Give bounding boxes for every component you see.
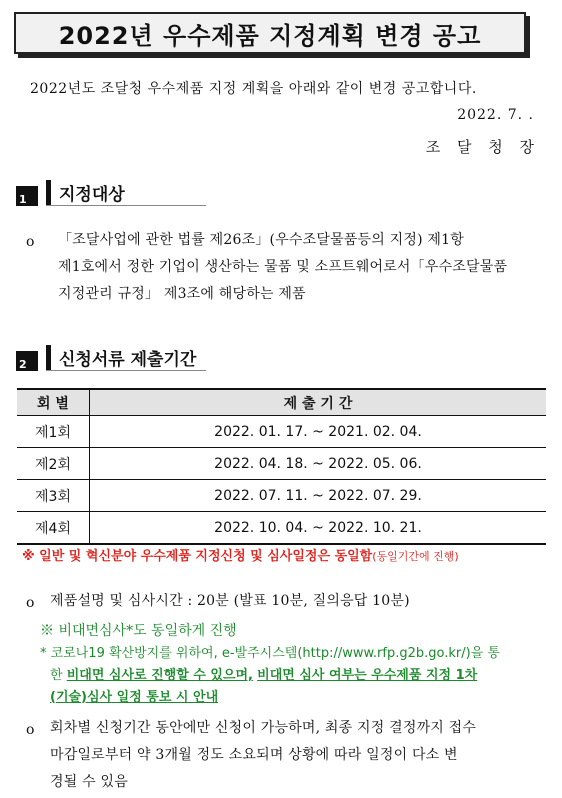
table-row <box>17 480 546 512</box>
column-header-period: 제 출 기 간 <box>90 389 547 416</box>
item-1-text: 제품설명 및 심사시간 : 20분 (발표 10분, 질의응답 10분) <box>50 593 410 609</box>
period-cell: 2022. 01. 17. ~ 2021. 02. 04. <box>90 416 547 448</box>
title-box <box>14 12 526 54</box>
schedule-note-small: (동일기간에 진행) <box>372 550 459 563</box>
section-1-bullet: o <box>26 234 35 250</box>
period-cell: 2022. 10. 04. ~ 2022. 10. 21. <box>90 512 547 545</box>
footnote-line-a: * 코로나19 확산방지를 위하여, e-발주시스템(http://www.rfp.g2b.go.kr/)을 통 <box>40 646 500 661</box>
schedule-table <box>17 388 546 545</box>
column-header-round: 회 별 <box>17 389 90 416</box>
section-1-line-1: 「조달사업에 관한 법률 제26조」(우수조달물품등의 지정) 제1항 <box>58 232 464 248</box>
section-2-title: 신청서류 제출기간 <box>59 350 197 370</box>
round-cell: 제1회 <box>17 416 90 448</box>
footnote-emphasis-2: 비대면 심사 여부는 우수제품 지정 1차 <box>257 668 478 683</box>
section-2-heading <box>16 345 196 371</box>
footnote-line-b: 한 <box>50 668 67 683</box>
section-1-title: 지정대상 <box>59 185 125 205</box>
item-2-line-1: 회차별 신청기간 동안에만 신청이 가능하며, 최종 지정 결정까지 접수 <box>50 720 477 736</box>
issuer: 조 달 청 장 <box>425 138 540 156</box>
item-1-sub-note: ※ 비대면심사*도 동일하게 진행 <box>40 623 237 639</box>
item-2-line-3: 경될 수 있음 <box>50 774 128 790</box>
item-1-bullet: o <box>26 595 35 611</box>
section-1-underline <box>46 205 206 206</box>
section-1-line-2: 제1호에서 정한 기업이 생산하는 물품 및 소프트웨어로서「우수조달물품 <box>58 259 508 275</box>
section-1-line-3: 지정관리 규정」 제3조에 해당하는 제품 <box>58 286 306 302</box>
section-2-underline <box>46 370 206 371</box>
section-1-heading <box>16 180 125 206</box>
period-cell: 2022. 04. 18. ~ 2022. 05. 06. <box>90 448 547 480</box>
section-divider-bar <box>46 345 51 371</box>
item-1-footnote <box>40 643 546 709</box>
table-row <box>17 448 546 480</box>
round-cell: 제4회 <box>17 512 90 545</box>
table-header-row <box>17 389 546 416</box>
section-1-number: 1 <box>16 186 38 206</box>
table-row <box>17 416 546 448</box>
notice-date: 2022. 7. . <box>457 107 534 123</box>
intro-text: 2022년도 조달청 우수제품 지정 계획을 아래와 같이 변경 공고합니다. <box>30 81 477 97</box>
table-row <box>17 512 546 545</box>
schedule-note-main: ※ 일반 및 혁신분야 우수제품 지정신청 및 심사일정은 동일함 <box>22 549 373 564</box>
page-title: 2022년 우수제품 지정계획 변경 공고 <box>58 21 482 50</box>
period-cell: 2022. 07. 11. ~ 2022. 07. 29. <box>90 480 547 512</box>
schedule-note <box>22 545 459 564</box>
section-2-number: 2 <box>16 351 38 371</box>
item-2-line-2: 마감일로부터 약 3개월 정도 소요되며 상황에 따라 일정이 다소 변 <box>50 747 458 763</box>
round-cell: 제3회 <box>17 480 90 512</box>
section-divider-bar <box>46 180 51 206</box>
footnote-emphasis-1: 비대면 심사로 진행할 수 있으며, <box>66 668 253 683</box>
footnote-emphasis-3: (기술)심사 일정 통보 시 안내 <box>50 690 219 705</box>
item-2-bullet: o <box>26 722 35 738</box>
round-cell: 제2회 <box>17 448 90 480</box>
